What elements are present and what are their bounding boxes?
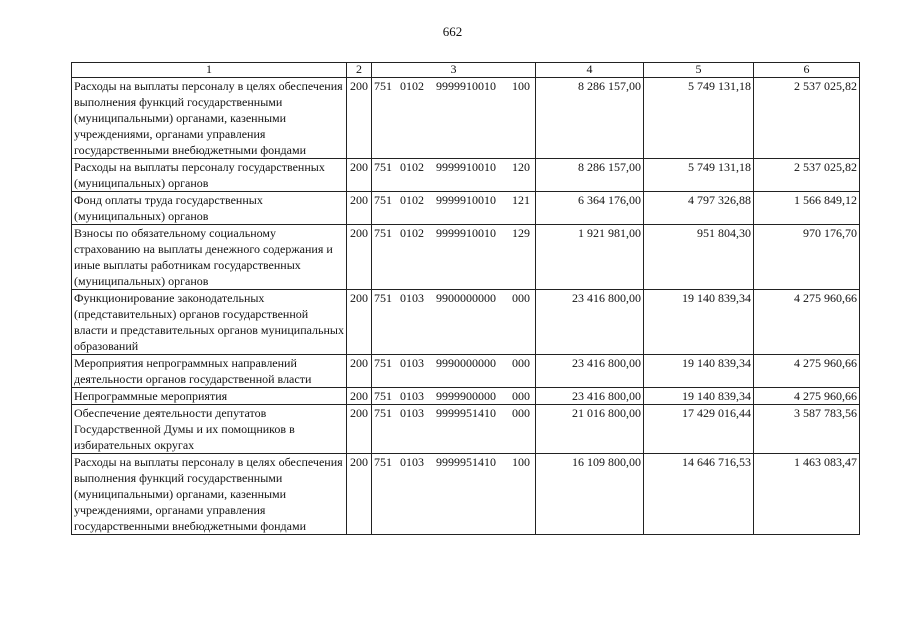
table-header-row bbox=[72, 63, 860, 78]
row-col2: 200 bbox=[347, 192, 372, 225]
row-col2: 200 bbox=[347, 159, 372, 192]
row-name: Взносы по обязательному социальному страхованию на выплаты денежного содержания и иные выплаты работникам государственных (муниципальных) органов bbox=[72, 225, 347, 290]
row-value-4: 21 016 800,00 bbox=[536, 405, 644, 454]
row-value-5: 5 749 131,18 bbox=[644, 159, 754, 192]
code-type: 121 bbox=[512, 193, 530, 207]
table-row bbox=[72, 78, 860, 159]
code-section: 0103 bbox=[400, 389, 424, 403]
column-header-6: 6 bbox=[754, 63, 860, 78]
row-name: Расходы на выплаты персоналу в целях обеспечения выполнения функций государственными (муниципальными) органами, казенными учреждениями, органами управления государственными внебюджетными фондами bbox=[72, 454, 347, 535]
table-row bbox=[72, 405, 860, 454]
code-ministry: 751 bbox=[374, 406, 392, 420]
code-type: 000 bbox=[512, 406, 530, 420]
column-header-2: 2 bbox=[347, 63, 372, 78]
code-ministry: 751 bbox=[374, 455, 392, 469]
code-type: 100 bbox=[512, 455, 530, 469]
row-value-4: 16 109 800,00 bbox=[536, 454, 644, 535]
code-section: 0103 bbox=[400, 406, 424, 420]
row-value-4: 23 416 800,00 bbox=[536, 290, 644, 355]
row-col2: 200 bbox=[347, 290, 372, 355]
row-value-5: 951 804,30 bbox=[644, 225, 754, 290]
table-row bbox=[72, 388, 860, 405]
row-name: Фонд оплаты труда государственных (муниципальных) органов bbox=[72, 192, 347, 225]
code-ministry: 751 bbox=[374, 356, 392, 370]
column-header-3: 3 bbox=[372, 63, 536, 78]
row-value-6: 2 537 025,82 bbox=[754, 78, 860, 159]
row-value-6: 2 537 025,82 bbox=[754, 159, 860, 192]
table-row bbox=[72, 454, 860, 535]
row-name: Расходы на выплаты персоналу государственных (муниципальных) органов bbox=[72, 159, 347, 192]
row-value-4: 23 416 800,00 bbox=[536, 355, 644, 388]
row-value-4: 8 286 157,00 bbox=[536, 159, 644, 192]
code-target: 9999910010 bbox=[436, 160, 496, 174]
row-value-6: 3 587 783,56 bbox=[754, 405, 860, 454]
code-target: 9999951410 bbox=[436, 406, 496, 420]
code-target: 9900000000 bbox=[436, 291, 496, 305]
row-code bbox=[372, 355, 536, 388]
column-header-5: 5 bbox=[644, 63, 754, 78]
table-row bbox=[72, 290, 860, 355]
row-value-6: 4 275 960,66 bbox=[754, 355, 860, 388]
code-type: 129 bbox=[512, 226, 530, 240]
row-value-4: 1 921 981,00 bbox=[536, 225, 644, 290]
code-section: 0103 bbox=[400, 291, 424, 305]
table-row bbox=[72, 159, 860, 192]
code-target: 9999910010 bbox=[436, 79, 496, 93]
row-code bbox=[372, 192, 536, 225]
row-name: Мероприятия непрограммных направлений деятельности органов государственной власти bbox=[72, 355, 347, 388]
row-code bbox=[372, 405, 536, 454]
table-row bbox=[72, 192, 860, 225]
code-ministry: 751 bbox=[374, 226, 392, 240]
table-row bbox=[72, 355, 860, 388]
row-name: Обеспечение деятельности депутатов Государственной Думы и их помощников в избирательных округах bbox=[72, 405, 347, 454]
code-section: 0103 bbox=[400, 455, 424, 469]
row-value-4: 6 364 176,00 bbox=[536, 192, 644, 225]
code-section: 0103 bbox=[400, 356, 424, 370]
code-ministry: 751 bbox=[374, 193, 392, 207]
row-value-5: 17 429 016,44 bbox=[644, 405, 754, 454]
row-col2: 200 bbox=[347, 454, 372, 535]
code-type: 000 bbox=[512, 356, 530, 370]
code-ministry: 751 bbox=[374, 389, 392, 403]
row-value-5: 19 140 839,34 bbox=[644, 388, 754, 405]
page-number: 662 bbox=[442, 24, 463, 39]
code-type: 100 bbox=[512, 79, 530, 93]
code-ministry: 751 bbox=[374, 160, 392, 174]
code-target: 9999900000 bbox=[436, 389, 496, 403]
row-name: Расходы на выплаты персоналу в целях обеспечения выполнения функций государственными (муниципальными) органами, казенными учреждениями, органами управления государственными внебюджетными фондами bbox=[72, 78, 347, 159]
budget-table bbox=[71, 62, 860, 535]
row-code bbox=[372, 388, 536, 405]
row-value-4: 8 286 157,00 bbox=[536, 78, 644, 159]
row-code bbox=[372, 78, 536, 159]
row-value-4: 23 416 800,00 bbox=[536, 388, 644, 405]
row-code bbox=[372, 454, 536, 535]
row-code bbox=[372, 290, 536, 355]
row-value-5: 19 140 839,34 bbox=[644, 290, 754, 355]
row-value-5: 4 797 326,88 bbox=[644, 192, 754, 225]
row-col2: 200 bbox=[347, 355, 372, 388]
row-value-6: 970 176,70 bbox=[754, 225, 860, 290]
code-section: 0102 bbox=[400, 79, 424, 93]
row-col2: 200 bbox=[347, 405, 372, 454]
code-ministry: 751 bbox=[374, 291, 392, 305]
column-header-4: 4 bbox=[536, 63, 644, 78]
row-value-5: 14 646 716,53 bbox=[644, 454, 754, 535]
code-type: 000 bbox=[512, 291, 530, 305]
code-target: 9999910010 bbox=[436, 193, 496, 207]
code-section: 0102 bbox=[400, 226, 424, 240]
row-value-5: 19 140 839,34 bbox=[644, 355, 754, 388]
row-code bbox=[372, 159, 536, 192]
code-ministry: 751 bbox=[374, 79, 392, 93]
row-code bbox=[372, 225, 536, 290]
row-value-6: 4 275 960,66 bbox=[754, 290, 860, 355]
code-section: 0102 bbox=[400, 193, 424, 207]
row-name: Функционирование законодательных (представительных) органов государственной власти и представительных органов муниципальных образований bbox=[72, 290, 347, 355]
row-col2: 200 bbox=[347, 225, 372, 290]
row-col2: 200 bbox=[347, 78, 372, 159]
row-name: Непрограммные мероприятия bbox=[72, 388, 347, 405]
code-type: 000 bbox=[512, 389, 530, 403]
row-value-5: 5 749 131,18 bbox=[644, 78, 754, 159]
code-target: 9990000000 bbox=[436, 356, 496, 370]
row-value-6: 1 566 849,12 bbox=[754, 192, 860, 225]
row-value-6: 1 463 083,47 bbox=[754, 454, 860, 535]
row-value-6: 4 275 960,66 bbox=[754, 388, 860, 405]
column-header-1: 1 bbox=[72, 63, 347, 78]
code-type: 120 bbox=[512, 160, 530, 174]
code-target: 9999951410 bbox=[436, 455, 496, 469]
code-section: 0102 bbox=[400, 160, 424, 174]
code-target: 9999910010 bbox=[436, 226, 496, 240]
row-col2: 200 bbox=[347, 388, 372, 405]
table-row bbox=[72, 225, 860, 290]
